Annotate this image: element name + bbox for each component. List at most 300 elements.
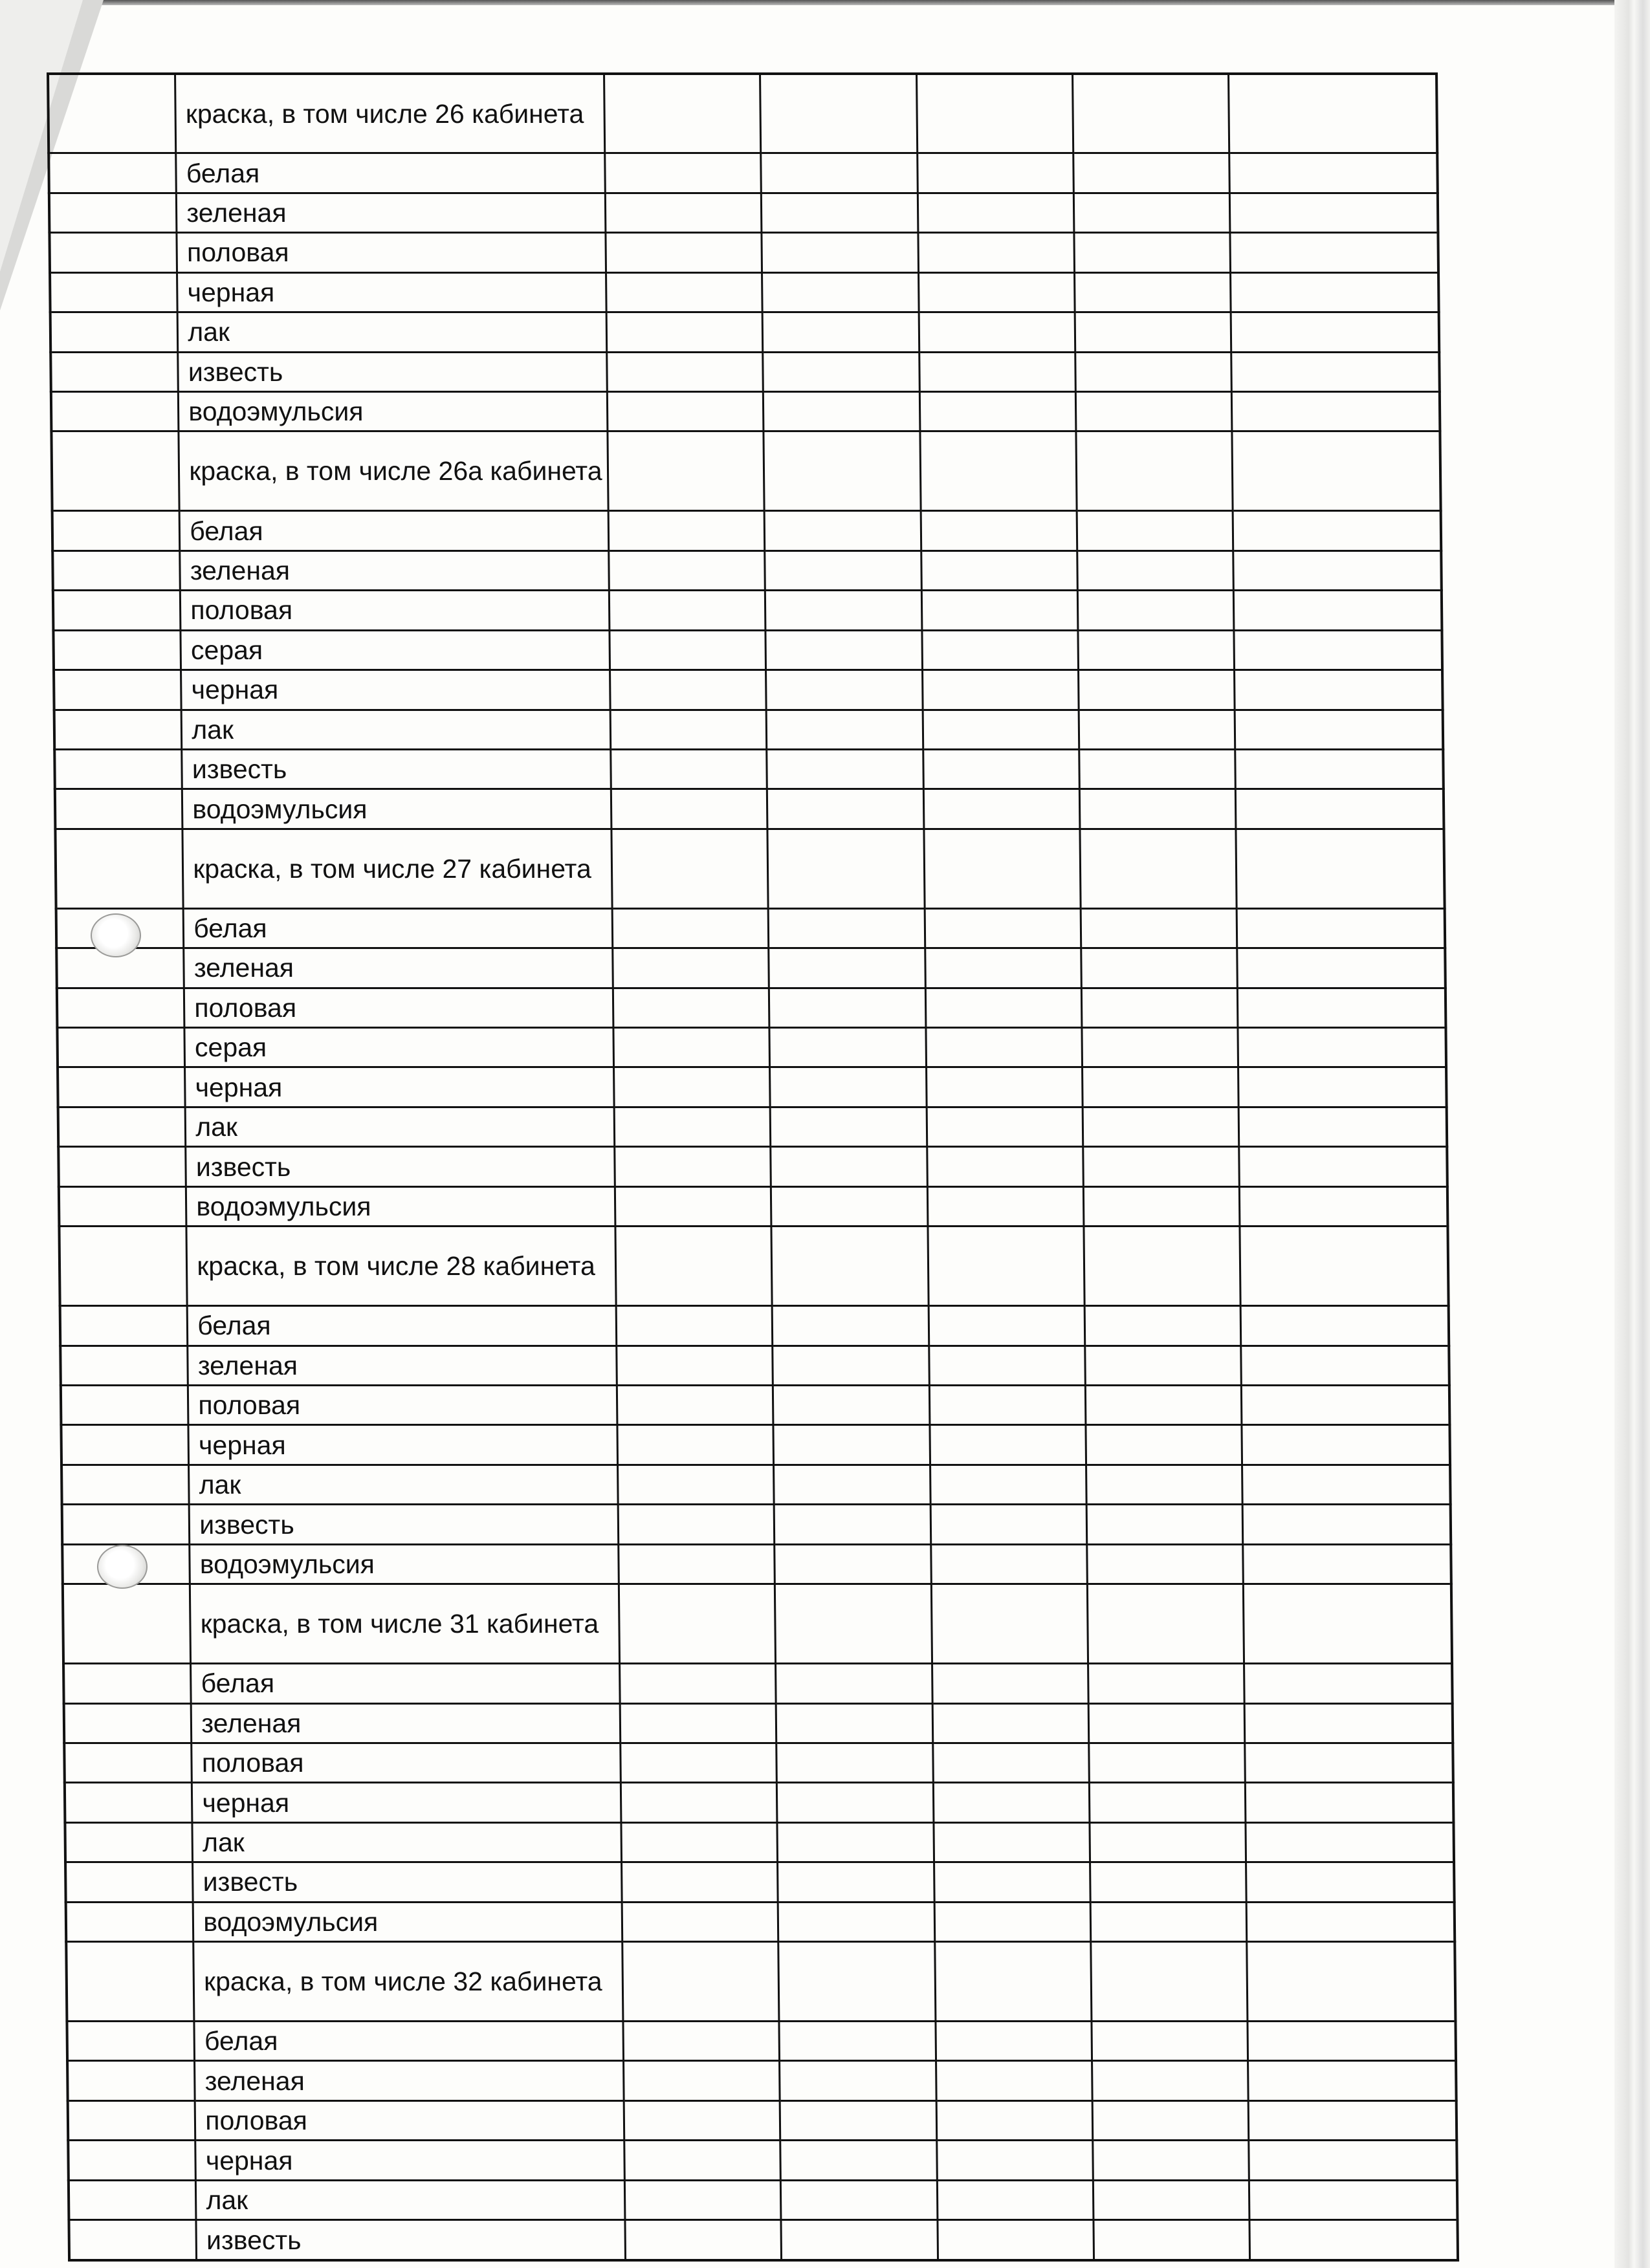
value-cell-4 xyxy=(1088,1664,1245,1703)
material-name-cell xyxy=(192,1743,621,1782)
value-cell-1 xyxy=(607,352,764,391)
material-name-cell xyxy=(183,908,612,948)
value-cell-4 xyxy=(1086,1505,1243,1544)
value-cell-1 xyxy=(617,1386,773,1425)
value-cell-3 xyxy=(925,908,1081,948)
value-cell-3 xyxy=(930,1425,1086,1465)
value-cell-5 xyxy=(1248,2061,1457,2100)
value-cell-3 xyxy=(917,153,1073,193)
table-row xyxy=(65,1862,1455,1902)
value-cell-4 xyxy=(1075,352,1232,391)
value-cell-3 xyxy=(932,1664,1088,1703)
material-name: черная xyxy=(198,1430,286,1460)
value-cell-2 xyxy=(780,2100,937,2140)
value-cell-2 xyxy=(765,630,922,670)
row-number-cell xyxy=(66,1942,194,2022)
value-cell-2 xyxy=(777,1822,934,1862)
value-cell-5 xyxy=(1248,2022,1456,2061)
material-name-cell xyxy=(184,948,613,988)
value-cell-1 xyxy=(614,1107,771,1146)
value-cell-1 xyxy=(614,1067,771,1107)
table-row xyxy=(58,1107,1447,1146)
value-cell-3 xyxy=(938,2220,1094,2260)
value-cell-3 xyxy=(929,1306,1085,1346)
table-row xyxy=(58,1147,1447,1186)
punch-hole xyxy=(91,913,141,957)
row-number-cell xyxy=(58,1147,186,1186)
material-name: водоэмульсия xyxy=(192,794,368,824)
value-cell-2 xyxy=(773,1346,929,1385)
material-name-cell xyxy=(181,591,610,630)
value-cell-5 xyxy=(1246,1822,1454,1862)
value-cell-5 xyxy=(1242,1425,1450,1465)
value-cell-5 xyxy=(1249,2100,1457,2140)
value-cell-2 xyxy=(769,948,925,988)
value-cell-2 xyxy=(763,352,919,391)
value-cell-1 xyxy=(616,1306,773,1346)
value-cell-3 xyxy=(927,1186,1084,1226)
value-cell-4 xyxy=(1087,1544,1244,1584)
value-cell-5 xyxy=(1230,233,1438,272)
material-name-cell xyxy=(190,1544,619,1584)
material-name: черная xyxy=(191,675,279,705)
value-cell-2 xyxy=(779,2022,936,2061)
material-name-cell xyxy=(185,1107,614,1146)
material-name-cell xyxy=(191,1664,620,1703)
material-name: лак xyxy=(195,1112,238,1142)
value-cell-3 xyxy=(924,829,1081,908)
table-row xyxy=(62,1505,1451,1544)
row-number-cell xyxy=(50,352,178,391)
value-cell-5 xyxy=(1236,829,1444,908)
value-cell-2 xyxy=(777,1783,934,1822)
table-row xyxy=(65,1822,1454,1862)
material-name-cell xyxy=(184,988,613,1027)
table-row xyxy=(57,1028,1446,1067)
row-number-cell xyxy=(53,630,181,670)
material-name-cell xyxy=(195,2100,624,2140)
value-cell-3 xyxy=(936,2022,1092,2061)
value-cell-5 xyxy=(1247,1942,1455,2022)
value-cell-5 xyxy=(1244,1584,1452,1664)
value-cell-1 xyxy=(609,591,765,630)
value-cell-1 xyxy=(607,392,764,431)
row-number-cell xyxy=(49,233,177,272)
value-cell-4 xyxy=(1084,1227,1241,1306)
section-header-row xyxy=(48,74,1437,153)
row-number-cell xyxy=(67,2061,195,2100)
value-cell-5 xyxy=(1238,1067,1447,1107)
value-cell-2 xyxy=(769,988,926,1027)
value-cell-2 xyxy=(771,1227,929,1306)
value-cell-1 xyxy=(606,233,762,272)
material-name-cell xyxy=(177,233,606,272)
value-cell-3 xyxy=(933,1783,1090,1822)
value-cell-2 xyxy=(775,1544,931,1584)
material-name-cell xyxy=(186,1186,615,1226)
material-name: зеленая xyxy=(204,2066,305,2096)
material-name: водоэмульсия xyxy=(188,397,364,427)
material-name-cell xyxy=(179,392,608,431)
value-cell-1 xyxy=(618,1505,775,1544)
value-cell-1 xyxy=(611,749,767,789)
stacked-sheets-edge xyxy=(1614,0,1650,2268)
value-cell-1 xyxy=(605,193,762,232)
row-number-cell xyxy=(50,312,178,352)
value-cell-5 xyxy=(1241,1346,1449,1385)
value-cell-4 xyxy=(1090,1902,1247,1941)
value-cell-1 xyxy=(620,1664,776,1703)
material-name: известь xyxy=(195,1151,291,1182)
value-cell-3 xyxy=(918,233,1075,272)
value-cell-2 xyxy=(781,2180,938,2219)
row-number-cell xyxy=(59,1186,186,1226)
material-name: половая xyxy=(194,992,297,1023)
value-cell-4 xyxy=(1083,1067,1239,1107)
value-cell-2 xyxy=(765,551,921,590)
row-number-cell xyxy=(66,1902,193,1941)
table-row xyxy=(49,233,1438,272)
material-name: зеленая xyxy=(197,1350,298,1380)
value-cell-3 xyxy=(929,1386,1086,1425)
material-name-cell xyxy=(175,74,605,153)
material-name: зеленая xyxy=(190,556,291,585)
value-cell-5 xyxy=(1232,392,1440,431)
value-cell-5 xyxy=(1234,630,1442,670)
value-cell-4 xyxy=(1078,630,1235,670)
value-cell-1 xyxy=(611,789,767,829)
value-cell-1 xyxy=(625,2220,782,2260)
material-name-cell xyxy=(179,511,608,551)
value-cell-3 xyxy=(919,392,1076,431)
value-cell-4 xyxy=(1081,988,1238,1027)
value-cell-1 xyxy=(605,153,762,193)
value-cell-4 xyxy=(1080,829,1237,908)
material-name: известь xyxy=(206,2225,302,2255)
value-cell-5 xyxy=(1239,1107,1447,1146)
material-name-cell xyxy=(187,1306,616,1346)
row-number-cell xyxy=(53,591,181,630)
table-row xyxy=(49,153,1438,193)
value-cell-3 xyxy=(922,630,1079,670)
material-name: черная xyxy=(195,1072,283,1102)
value-cell-4 xyxy=(1089,1783,1246,1822)
value-cell-2 xyxy=(762,272,919,312)
value-cell-3 xyxy=(934,1862,1090,1902)
row-number-cell xyxy=(60,1346,188,1385)
material-name-cell xyxy=(176,153,605,193)
row-number-cell xyxy=(51,431,179,511)
table-row xyxy=(49,193,1438,232)
value-cell-1 xyxy=(615,1147,771,1186)
value-cell-2 xyxy=(771,1107,927,1146)
material-name: половая xyxy=(190,595,293,626)
table-row xyxy=(69,2220,1458,2260)
row-number-cell xyxy=(64,1743,192,1782)
value-cell-5 xyxy=(1238,1028,1446,1067)
value-cell-1 xyxy=(624,2141,781,2180)
value-cell-5 xyxy=(1241,1306,1449,1346)
row-number-cell xyxy=(54,710,182,749)
value-cell-4 xyxy=(1079,749,1236,789)
value-cell-1 xyxy=(604,74,762,153)
material-name-cell xyxy=(194,2022,623,2061)
value-cell-5 xyxy=(1235,670,1443,710)
value-cell-5 xyxy=(1247,1902,1455,1941)
value-cell-4 xyxy=(1077,591,1234,630)
value-cell-5 xyxy=(1232,431,1440,511)
material-name: белая xyxy=(201,1668,275,1699)
value-cell-5 xyxy=(1231,272,1439,312)
value-cell-5 xyxy=(1242,1386,1450,1425)
value-cell-4 xyxy=(1076,431,1233,511)
section-header-row xyxy=(55,829,1444,908)
value-cell-2 xyxy=(764,431,921,511)
value-cell-5 xyxy=(1249,2180,1458,2219)
value-cell-3 xyxy=(918,272,1075,312)
value-cell-2 xyxy=(761,153,918,193)
value-cell-4 xyxy=(1074,233,1231,272)
section-header-row xyxy=(59,1227,1448,1306)
value-cell-3 xyxy=(934,1942,1092,2022)
row-number-cell xyxy=(65,1822,192,1862)
material-name-cell xyxy=(186,1227,616,1306)
row-number-cell xyxy=(62,1505,190,1544)
value-cell-4 xyxy=(1073,74,1230,153)
value-cell-4 xyxy=(1094,2220,1250,2260)
row-number-cell xyxy=(65,1783,192,1822)
value-cell-3 xyxy=(928,1227,1085,1306)
table-row xyxy=(64,1743,1453,1782)
material-name-cell xyxy=(181,670,610,710)
material-name-cell xyxy=(195,2061,624,2100)
value-cell-5 xyxy=(1237,908,1446,948)
paint-inventory-table xyxy=(47,72,1459,2262)
material-name: черная xyxy=(205,2145,293,2175)
value-cell-3 xyxy=(930,1544,1087,1584)
material-name: известь xyxy=(203,1867,298,1897)
material-name: белая xyxy=(189,516,263,546)
value-cell-2 xyxy=(769,1028,926,1067)
material-name: белая xyxy=(186,158,260,188)
table-row xyxy=(56,908,1446,948)
value-cell-5 xyxy=(1249,2220,1458,2260)
material-name: лак xyxy=(191,714,234,745)
value-cell-5 xyxy=(1237,948,1446,988)
value-cell-5 xyxy=(1234,591,1442,630)
row-number-cell xyxy=(54,670,181,710)
value-cell-4 xyxy=(1073,193,1230,232)
value-cell-3 xyxy=(930,1465,1086,1504)
row-number-cell xyxy=(68,2100,195,2140)
table-row xyxy=(62,1544,1451,1584)
scan-shadow-top xyxy=(71,0,1650,5)
material-name: краска, в том числе 31 кабинета xyxy=(200,1609,599,1639)
value-cell-2 xyxy=(776,1743,933,1782)
value-cell-3 xyxy=(936,2100,1093,2140)
row-number-cell xyxy=(61,1386,188,1425)
material-name: водоэмульсия xyxy=(196,1192,371,1222)
value-cell-1 xyxy=(611,829,769,908)
table-row xyxy=(61,1386,1450,1425)
value-cell-2 xyxy=(775,1505,931,1544)
value-cell-3 xyxy=(923,749,1079,789)
row-number-cell xyxy=(55,829,183,908)
table-row xyxy=(55,789,1444,829)
value-cell-1 xyxy=(624,2180,781,2219)
value-cell-2 xyxy=(778,1942,936,2022)
table-row xyxy=(54,749,1444,789)
value-cell-5 xyxy=(1230,193,1438,232)
material-name: лак xyxy=(187,317,230,347)
value-cell-2 xyxy=(775,1584,932,1664)
material-name: черная xyxy=(202,1787,290,1818)
value-cell-2 xyxy=(765,591,922,630)
value-cell-4 xyxy=(1073,153,1230,193)
value-cell-1 xyxy=(606,272,763,312)
value-cell-5 xyxy=(1229,153,1438,193)
material-name: краска, в том числе 26 кабинета xyxy=(185,98,584,129)
value-cell-3 xyxy=(930,1505,1087,1544)
table-row xyxy=(52,511,1442,551)
punch-hole xyxy=(97,1545,148,1589)
material-name-cell xyxy=(184,1028,613,1067)
table-row xyxy=(52,551,1442,590)
row-number-cell xyxy=(68,2141,195,2180)
table-row xyxy=(54,710,1444,749)
value-cell-1 xyxy=(622,1902,778,1941)
table-body xyxy=(48,74,1458,2260)
value-cell-3 xyxy=(925,988,1082,1027)
row-number-cell xyxy=(63,1584,191,1664)
value-cell-4 xyxy=(1085,1386,1242,1425)
value-cell-3 xyxy=(927,1107,1083,1146)
value-cell-1 xyxy=(613,1028,770,1067)
value-cell-4 xyxy=(1077,551,1234,590)
value-cell-1 xyxy=(610,630,766,670)
row-number-cell xyxy=(58,1067,185,1107)
value-cell-3 xyxy=(926,1028,1083,1067)
material-name: водоэмульсия xyxy=(199,1549,375,1579)
value-cell-3 xyxy=(919,312,1075,352)
material-name-cell xyxy=(182,829,612,908)
value-cell-1 xyxy=(619,1544,775,1584)
material-name-cell xyxy=(188,1386,617,1425)
inventory-table-wrapper xyxy=(47,72,1479,2262)
value-cell-5 xyxy=(1245,1703,1453,1743)
value-cell-2 xyxy=(764,392,920,431)
value-cell-1 xyxy=(621,1783,777,1822)
material-name: серая xyxy=(190,635,263,665)
value-cell-5 xyxy=(1240,1227,1448,1306)
material-name: половая xyxy=(198,1390,301,1421)
value-cell-5 xyxy=(1245,1743,1453,1782)
value-cell-2 xyxy=(767,829,925,908)
value-cell-4 xyxy=(1092,2022,1248,2061)
material-name-cell xyxy=(177,193,606,232)
row-number-cell xyxy=(57,1028,184,1067)
value-cell-2 xyxy=(770,1067,927,1107)
material-name-cell xyxy=(181,630,610,670)
table-row xyxy=(51,392,1440,431)
value-cell-2 xyxy=(760,74,918,153)
value-cell-1 xyxy=(624,2061,780,2100)
value-cell-4 xyxy=(1089,1743,1246,1782)
material-name: половая xyxy=(186,237,289,268)
material-name: белая xyxy=(204,2026,278,2056)
row-number-cell xyxy=(57,988,184,1027)
value-cell-4 xyxy=(1084,1306,1241,1346)
value-cell-1 xyxy=(621,1822,778,1862)
table-row xyxy=(65,1783,1454,1822)
value-cell-4 xyxy=(1090,1862,1247,1902)
material-name: лак xyxy=(202,1827,245,1858)
material-name: половая xyxy=(201,1748,304,1778)
value-cell-5 xyxy=(1235,710,1444,749)
value-cell-4 xyxy=(1075,312,1231,352)
value-cell-1 xyxy=(615,1186,771,1226)
value-cell-3 xyxy=(927,1147,1083,1186)
table-row xyxy=(69,2180,1458,2219)
value-cell-1 xyxy=(622,1862,778,1902)
table-row xyxy=(64,1703,1453,1743)
material-name: известь xyxy=(199,1509,294,1540)
material-name: белая xyxy=(197,1311,271,1341)
material-name-cell xyxy=(193,1942,623,2022)
value-cell-5 xyxy=(1244,1664,1453,1703)
material-name: серая xyxy=(194,1032,267,1063)
table-row xyxy=(58,1067,1447,1107)
value-cell-5 xyxy=(1236,789,1444,829)
material-name-cell xyxy=(192,1822,621,1862)
material-name-cell xyxy=(191,1703,620,1743)
material-name: известь xyxy=(188,356,283,387)
value-cell-1 xyxy=(610,710,767,749)
table-row xyxy=(53,630,1442,670)
row-number-cell xyxy=(48,74,176,153)
row-number-cell xyxy=(67,2022,194,2061)
material-name: зеленая xyxy=(201,1708,302,1738)
value-cell-4 xyxy=(1087,1584,1244,1664)
material-name-cell xyxy=(195,2141,624,2180)
value-cell-2 xyxy=(774,1465,930,1504)
row-number-cell xyxy=(63,1664,191,1703)
value-cell-2 xyxy=(763,312,919,352)
value-cell-3 xyxy=(936,2061,1092,2100)
material-name: краска, в том числе 28 кабинета xyxy=(197,1251,595,1281)
row-number-cell xyxy=(58,1107,186,1146)
material-name: известь xyxy=(192,754,287,785)
value-cell-2 xyxy=(765,511,921,551)
material-name-cell xyxy=(186,1147,615,1186)
value-cell-1 xyxy=(621,1743,777,1782)
value-cell-1 xyxy=(608,511,765,551)
value-cell-1 xyxy=(608,431,765,511)
value-cell-4 xyxy=(1090,1822,1246,1862)
table-row xyxy=(61,1465,1451,1504)
value-cell-4 xyxy=(1083,1147,1240,1186)
material-name: водоэмульсия xyxy=(203,1906,379,1937)
table-row xyxy=(60,1306,1449,1346)
value-cell-2 xyxy=(771,1147,927,1186)
section-header-row xyxy=(66,1942,1455,2022)
value-cell-4 xyxy=(1092,2061,1249,2100)
material-name-cell xyxy=(189,1505,618,1544)
value-cell-1 xyxy=(623,2022,780,2061)
value-cell-5 xyxy=(1243,1505,1451,1544)
table-row xyxy=(57,988,1446,1027)
value-cell-4 xyxy=(1092,2100,1249,2140)
